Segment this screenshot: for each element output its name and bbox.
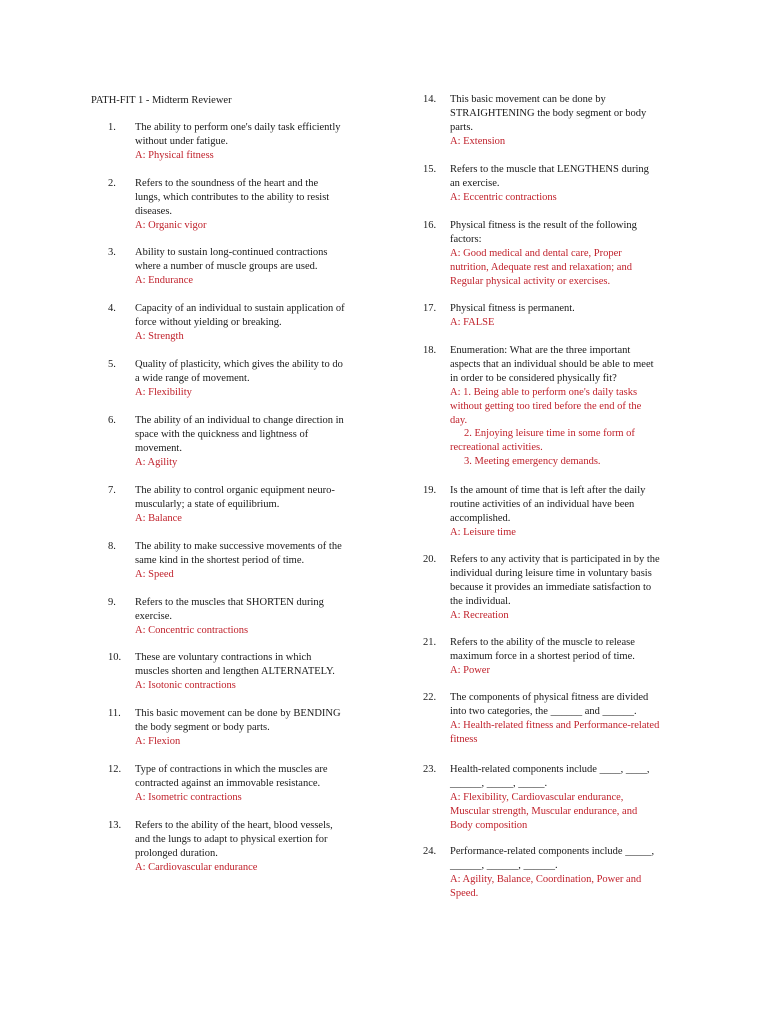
question-text-line: muscularly; a state of equilibrium. [135, 498, 280, 510]
question-text-line: Physical fitness is the result of the following [450, 220, 637, 231]
answer-text-line: A: Good medical and dental care, Proper [450, 247, 622, 259]
question-text-line: ______, _____, _____. [450, 777, 548, 789]
answer-text-line: A: Physical fitness [135, 149, 214, 161]
answer-text-line: A: Isotonic contractions [135, 679, 236, 691]
question-text-line: without under fatigue. [135, 135, 229, 147]
answer-text-line: Speed. [450, 887, 479, 899]
answer-text-line: A: Agility, Balance, Coordination, Power and [450, 873, 642, 885]
question-text-line: Refers to the muscle that LENGTHENS during [450, 164, 649, 175]
question-number: 11. [108, 708, 121, 719]
question-text-line: ______, ______, ______. [450, 859, 558, 871]
question-text-line: routine activities of an individual have been [450, 498, 635, 510]
answer-text-line: nutrition, Adequate rest and relaxation; and [450, 261, 632, 273]
answer-text-line: A: Agility [135, 456, 178, 468]
question-body [135, 177, 368, 233]
question-text-line: This basic movement can be done by [450, 94, 606, 105]
question-text-line: diseases. [135, 205, 173, 217]
question-number: 5. [108, 359, 116, 370]
question-text-line: movement. [135, 442, 182, 454]
question-text-line: because it provides an immediate satisfaction to [450, 581, 652, 593]
question-body [135, 651, 368, 693]
answer-text-line: A: Health-related fitness and Performance-related [450, 719, 660, 731]
question-item [108, 121, 368, 163]
question-number: 1. [108, 122, 116, 133]
answer-text-line: Regular physical activity or exercises. [450, 275, 611, 287]
question-text-line: Refers to the soundness of the heart and the [135, 178, 319, 189]
question-number: 7. [108, 485, 116, 496]
question-number: 13. [108, 820, 122, 831]
question-item [108, 246, 368, 288]
question-body [450, 344, 685, 469]
question-text-line: Type of contractions in which the muscles are [135, 764, 328, 775]
question-text-line: The ability to control organic equipment neuro- [135, 485, 335, 496]
question-number: 4. [108, 303, 116, 314]
answer-text-line: day. [450, 414, 468, 426]
question-number: 18. [423, 345, 437, 356]
question-body [135, 121, 368, 163]
question-text-line: muscles shorten and lengthen ALTERNATELY. [135, 665, 335, 677]
answer-text-line: A: Flexion [135, 735, 181, 747]
question-item [108, 763, 368, 805]
answer-text-line: A: Balance [135, 512, 182, 524]
question-text-line: Refers to the ability of the muscle to release [450, 637, 635, 648]
question-body [450, 163, 685, 205]
question-item [423, 344, 685, 469]
answer-text-line: fitness [450, 733, 478, 745]
question-text-line: Performance-related components include _____, [450, 846, 655, 857]
question-text-line: exercise. [135, 610, 173, 622]
question-item [423, 219, 685, 289]
question-item [108, 484, 368, 526]
question-number: 21. [423, 637, 437, 648]
question-item [423, 553, 685, 623]
question-text-line: Ability to sustain long-continued contractions [135, 247, 328, 258]
question-text-line: where a number of muscle groups are used. [135, 260, 318, 272]
question-item [423, 763, 685, 833]
question-text-line: Physical fitness is permanent. [450, 303, 575, 314]
question-number: 16. [423, 220, 437, 231]
question-item [108, 177, 368, 233]
question-number: 17. [423, 303, 437, 314]
question-body [135, 819, 368, 875]
question-text-line: in order to be considered physically fit? [450, 372, 617, 384]
answer-text-line: A: Flexibility, Cardiovascular endurance, [450, 791, 624, 803]
answer-text-line: A: Power [450, 664, 490, 676]
question-item [108, 651, 368, 693]
question-number: 15. [423, 164, 437, 175]
question-text-line: The ability to make successive movements of the [135, 541, 342, 552]
question-text-line: and the lungs to adapt to physical exertion for [135, 833, 328, 845]
question-text-line: The ability to perform one's daily task efficiently [135, 122, 341, 133]
question-body [450, 691, 685, 747]
question-text-line: a wide range of movement. [135, 372, 250, 384]
question-item [108, 707, 368, 749]
answer-text-line: A: Concentric contractions [135, 624, 249, 636]
question-item [108, 596, 368, 638]
question-text-line: STRAIGHTENING the body segment or body [450, 107, 647, 119]
question-text-line: into two categories, the ______ and ______. [450, 705, 637, 717]
question-body [135, 246, 368, 288]
question-text-line: prolonged duration. [135, 847, 218, 859]
question-item [423, 93, 685, 149]
question-text-line: factors: [450, 233, 482, 245]
answer-text-line: A: Isometric contractions [135, 791, 242, 803]
question-number: 6. [108, 415, 116, 426]
question-body [450, 636, 685, 678]
answer-text-line: 3. Meeting emergency demands. [464, 456, 601, 468]
question-body [450, 553, 685, 623]
question-item [423, 163, 685, 205]
question-item [423, 691, 685, 747]
question-number: 2. [108, 178, 116, 189]
answer-text-line: A: Speed [135, 568, 174, 580]
question-text-line: accomplished. [450, 512, 511, 524]
question-text-line: These are voluntary contractions in which [135, 652, 312, 663]
answer-text-line: A: FALSE [450, 316, 495, 328]
question-text-line: contracted against an immovable resistance. [135, 777, 321, 789]
question-body [135, 596, 368, 638]
question-body [450, 93, 685, 149]
question-item [108, 414, 368, 470]
answer-text-line: A: Extension [450, 135, 506, 147]
question-text-line: Health-related components include ____, ____, [450, 764, 650, 775]
question-item [423, 484, 685, 540]
answer-text-line: 2. Enjoying leisure time in some form of [464, 428, 635, 440]
answer-text-line: Muscular strength, Muscular endurance, and [450, 805, 638, 817]
question-body [135, 484, 368, 526]
answer-text-line: recreational activities. [450, 442, 543, 454]
question-text-line: individual during leisure time in voluntary basis [450, 567, 652, 579]
question-body [450, 845, 685, 901]
answer-text-line: A: Leisure time [450, 526, 516, 538]
question-item [423, 302, 685, 330]
question-body [450, 219, 685, 289]
question-number: 20. [423, 554, 437, 565]
answer-text-line: A: Strength [135, 330, 184, 342]
question-text-line: Quality of plasticity, which gives the ability to do [135, 359, 343, 370]
question-text-line: Is the amount of time that is left after the daily [450, 485, 646, 496]
question-text-line: maximum force in a shortest period of time. [450, 650, 635, 662]
answer-text-line: A: Organic vigor [135, 219, 207, 231]
question-body [135, 707, 368, 749]
question-body [450, 484, 685, 540]
question-item [108, 540, 368, 582]
question-text-line: Refers to the ability of the heart, blood vessels, [135, 820, 333, 831]
question-text-line: aspects that an individual should be able to meet [450, 358, 654, 370]
question-text-line: lungs, which contributes to the ability to resist [135, 191, 330, 203]
answer-text-line: A: Flexibility [135, 386, 192, 398]
question-item [423, 636, 685, 678]
question-text-line: same kind in the shortest period of time. [135, 554, 305, 566]
question-number: 8. [108, 541, 116, 552]
question-body [135, 763, 368, 805]
answer-text-line: Body composition [450, 819, 528, 831]
answer-text-line: A: Eccentric contractions [450, 191, 557, 203]
question-number: 3. [108, 247, 116, 258]
question-body [135, 302, 368, 344]
question-number: 14. [423, 94, 437, 105]
question-body [135, 358, 368, 400]
answer-text-line: A: Recreation [450, 609, 509, 621]
question-text-line: the body segment or body parts. [135, 721, 270, 733]
question-text-line: space with the quickness and lightness of [135, 428, 309, 440]
question-text-line: the individual. [450, 595, 511, 607]
question-body [450, 302, 685, 330]
question-number: 19. [423, 485, 437, 496]
question-item [108, 819, 368, 875]
question-text-line: Refers to any activity that is participated in by the [450, 554, 660, 565]
answer-text-line: A: Cardiovascular endurance [135, 861, 258, 873]
question-number: 12. [108, 764, 122, 775]
question-text-line: Refers to the muscles that SHORTEN during [135, 597, 324, 608]
question-body [135, 414, 368, 470]
question-text-line: an exercise. [450, 177, 500, 189]
question-text-line: This basic movement can be done by BENDING [135, 708, 341, 719]
question-number: 9. [108, 597, 116, 608]
question-text-line: force without yielding or breaking. [135, 316, 282, 328]
document-title: PATH-FIT 1 - Midterm Reviewer [91, 95, 232, 106]
question-body [450, 763, 685, 833]
question-text-line: Enumeration: What are the three important [450, 345, 631, 356]
question-body [135, 540, 368, 582]
question-number: 10. [108, 652, 122, 663]
question-item [423, 845, 685, 901]
question-text-line: The ability of an individual to change direction in [135, 415, 344, 426]
question-number: 24. [423, 846, 437, 857]
answer-text-line: A: Endurance [135, 274, 194, 286]
question-text-line: parts. [450, 121, 474, 133]
answer-text-line: A: 1. Being able to perform one's daily tasks [450, 386, 638, 398]
question-text-line: Capacity of an individual to sustain application of [135, 303, 345, 314]
question-number: 23. [423, 764, 437, 775]
answer-text-line: without getting too tired before the end of the [450, 400, 642, 412]
question-item [108, 358, 368, 400]
question-item [108, 302, 368, 344]
question-number: 22. [423, 692, 437, 703]
question-text-line: The components of physical fitness are divided [450, 692, 649, 703]
